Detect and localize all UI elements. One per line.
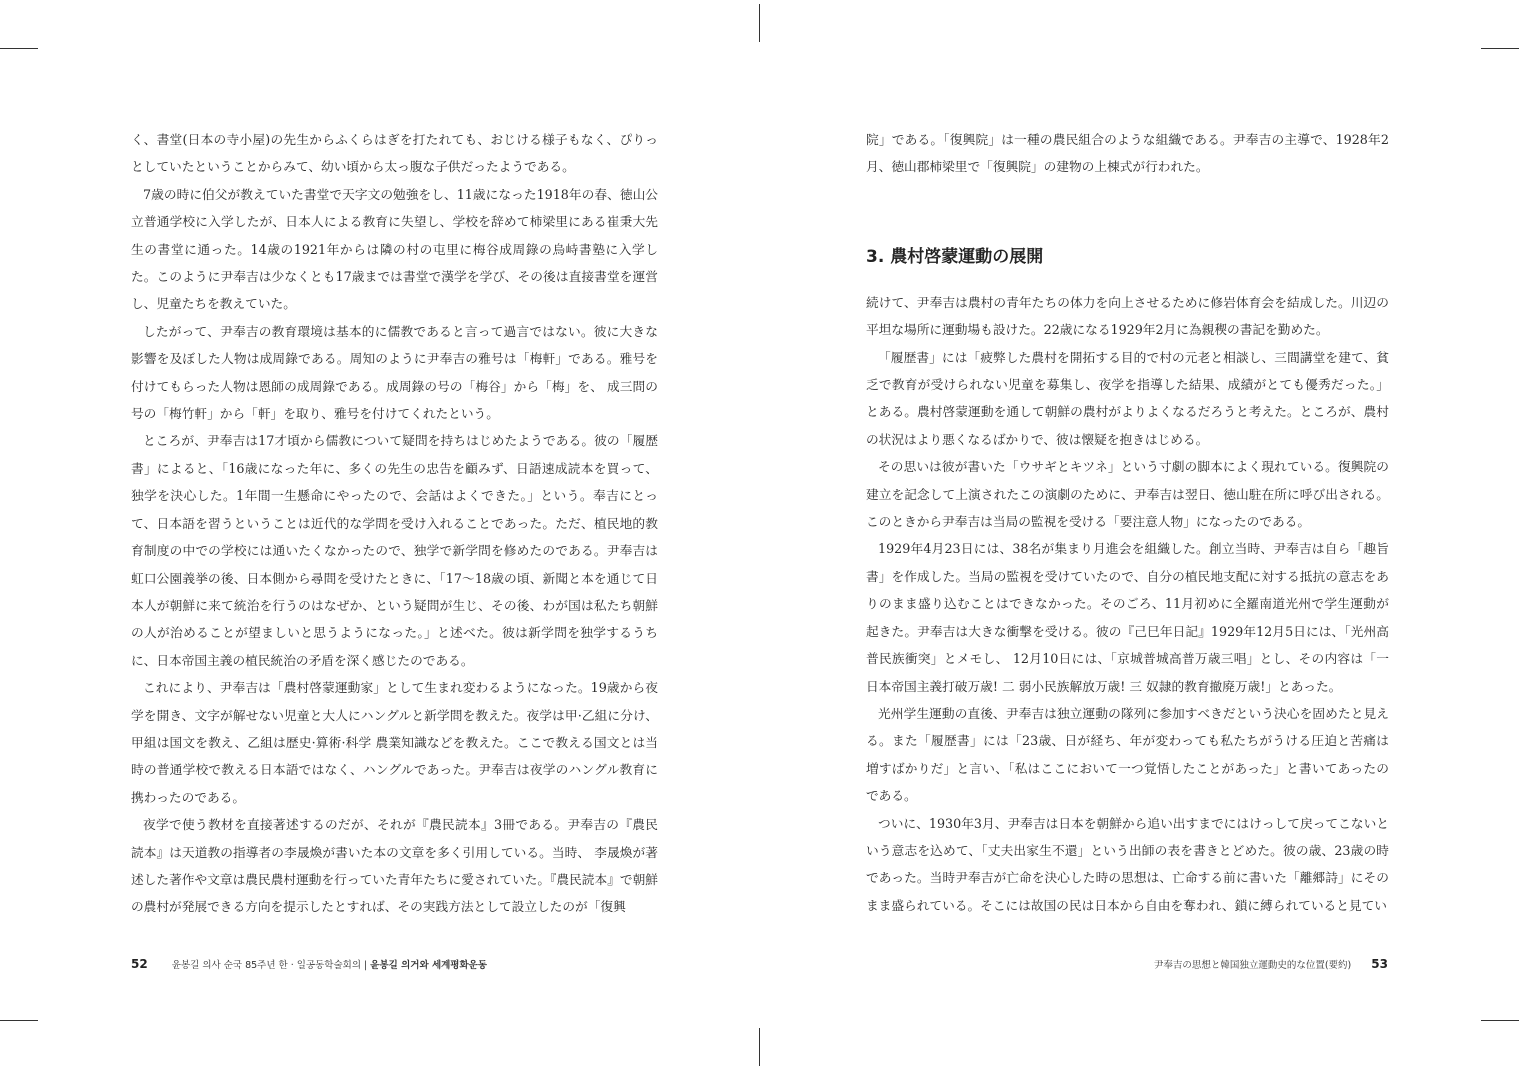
paragraph: 続けて、尹奉吉は農村の青年たちの体力を向上させるために修岩体育会を結成した。川辺の平坦な場所に運動場も設けた。22歳になる1929年2月に為親稧の書記を勤めた。 bbox=[866, 294, 1389, 338]
paragraph: 1929年4月23日には、38名が集まり月進会を組織した。創立当時、尹奉吉は自ら「趣旨書」を作成した。当局の監視を受けていたので、自分の植民地支配に対する抵抗の意志をありのまま盛り込むことはできなかった。そのごろ、11月初めに全羅南道光州で学生運動が起きた。尹奉吉は大きな衝撃を受ける。彼の『己巳年日記』1929年12月5日には、「光州高普民族衝突」とメモし、 12月10日には、「京城普城高普万歳三唱」とし、その内容は「一 日本帝国主義打破万歳! 二 弱小民族解放万歳! 三 奴隷的教育撤廃万歳!」とあった。 bbox=[866, 541, 1389, 694]
right-page-body bbox=[866, 126, 1389, 919]
paragraph: 院」である。「復興院」は一種の農民組合のような組織である。尹奉吉の主導で、1928年2月、徳山郡柿梁里で「復興院」の建物の上棟式が行われた。 bbox=[866, 132, 1389, 175]
running-title-bold: 윤봉길 의거와 세계평화운동 bbox=[370, 960, 488, 971]
paragraph: く、書堂(日本の寺小屋)の先生からふくらはぎを打たれても、おじける様子もなく、ぴりっとしていたということからみて、幼い頃から太っ腹な子供だったようである。 bbox=[131, 132, 658, 175]
paragraph: ところが、尹奉吉は17才頃から儒教について疑問を持ちはじめたようである。彼の「履歴書」によると、「16歳になった年に、多くの先生の忠告を顧みず、日語速成読本を買って、独学を決心した。1年間一生懸命にやったので、会話はよくできた。」という。奉吉にとって、日本語を習うということは近代的な学問を受け入れることであった。ただ、植民地的教育制度の中での学校には通いたくなかったので、独学で新学問を修めたのである。尹奉吉は虹口公園義挙の後、日本側から尋問を受けたときに、「17～18歳の頃、新聞と本を通じて日本人が朝鮮に来て統治を行うのはなぜか、という疑問が生じ、その後、わが国は私たち朝鮮の人が治めることが望ましいと思うようになった。」と述べた。彼は新学問を独学するうちに、日本帝国主義の植民統治の矛盾を深く感じたのである。 bbox=[131, 433, 658, 668]
page-number: 53 bbox=[1371, 957, 1388, 971]
crop-mark bbox=[1481, 48, 1519, 49]
paragraph: したがって、尹奉吉の教育環境は基本的に儒教であると言って過言ではない。彼に大きな影響を及ぼした人物は成周錄である。周知のように尹奉吉の雅号は「梅軒」である。雅号を付けてもらった人物は恩師の成周錄である。成周錄の号の「梅谷」から「梅」を、 成三問の号の「梅竹軒」から「軒」を取り、雅号を付けてくれたという。 bbox=[131, 323, 658, 422]
paragraph: 光州学生運動の直後、尹奉吉は独立運動の隊列に参加すべきだという決心を固めたと見える。また「履歴書」には「23歳、日が経ち、年が変わっても私たちがうける圧迫と苦痛は増すばかりだ」と言い、「私はここにおいて一つ覚悟したことがあった」と書いてあったのである。 bbox=[866, 705, 1389, 804]
paragraph: 7歳の時に伯父が教えていた書堂で天字文の勉強をし、11歳になった1918年の春、徳山公立普通学校に入学したが、日本人による教育に失望し、学校を辞めて柿梁里にある崔秉大先生の書堂に通った。14歳の1921年からは隣の村の屯里に梅谷成周錄の烏峙書塾に入学した。このように尹奉吉は少なくとも17歳までは書堂で漢学を学び、その後は直接書堂を運営し、児童たちを教えていた。 bbox=[131, 186, 658, 312]
section-heading: 3. 農村啓蒙運動の展開 bbox=[866, 246, 1044, 267]
left-page-footer bbox=[131, 957, 487, 971]
paragraph: ついに、1930年3月、尹奉吉は日本を朝鮮から追い出すまでにはけっして戻ってこないという意志を込めて、「丈夫出家生不還」という出師の表を書きとどめた。彼の歳、23歳の時であった。当時尹奉吉が亡命を決心した時の思想は、亡命する前に書いた「離郷詩」にそのまま盛られている。そこには故国の民は日本から自由を奪われ、鎖に縛られていると見てい bbox=[866, 815, 1389, 913]
crop-mark bbox=[759, 1028, 760, 1066]
crop-mark bbox=[0, 48, 38, 49]
page-number: 52 bbox=[131, 957, 148, 971]
crop-mark bbox=[0, 1020, 38, 1021]
paragraph: その思いは彼が書いた「ウサギとキツネ」という寸劇の脚本によく現れている。復興院の建立を記念して上演されたこの演劇のために、尹奉吉は翌日、徳山駐在所に呼び出される。このときから尹奉吉は当局の監視を受ける「要注意人物」になったのである。 bbox=[866, 459, 1389, 530]
paragraph: これにより、尹奉吉は「農村啓蒙運動家」として生まれ変わるようになった。19歳から夜学を開き、文字が解せない児童と大人にハングルと新学問を教えた。夜学は甲·乙組に分け、甲組は国文を教え、乙組は歴史·算術·科学 農業知識などを教えた。ここで教える国文とは当時の普通学校で教える日本語ではなく、ハングルであった。尹奉吉は夜学のハングル教育に携わったのである。 bbox=[131, 680, 658, 805]
running-title: 윤봉길 의사 순국 85주년 한 · 일공동학술회의 | bbox=[171, 960, 368, 971]
left-page-body bbox=[131, 126, 658, 921]
crop-mark bbox=[1481, 1020, 1519, 1021]
right-page-footer bbox=[1154, 957, 1388, 971]
paragraph: 夜学で使う教材を直接著述するのだが、それが『農民読本』3冊である。尹奉吉の『農民読本』は天道教の指導者の李晟煥が書いた本の文章を多く引用している。当時、 李晟煥が著述した著作や文章は農民農村運動を行っていた青年たちに愛されていた。『農民読本』で朝鮮の農村が発展できる方向を提示したとすれば、その実践方法として設立したのが「復興 bbox=[131, 817, 658, 915]
crop-mark bbox=[759, 4, 760, 42]
running-title: 尹奉吉の思想と韓国独立運動史的な位置(要約) bbox=[1153, 960, 1352, 971]
paragraph: 「履歴書」には「疲弊した農村を開拓する目的で村の元老と相談し、三間講堂を建て、貧乏で教育が受けられない児童を募集し、夜学を指導した結果、成績がとても優秀だった。」とある。農村啓蒙運動を通して朝鮮の農村がよりよくなるだろうと考えた。ところが、農村の状況はより悪くなるばかりで、彼は懐疑を抱きはじめる。 bbox=[866, 349, 1389, 447]
